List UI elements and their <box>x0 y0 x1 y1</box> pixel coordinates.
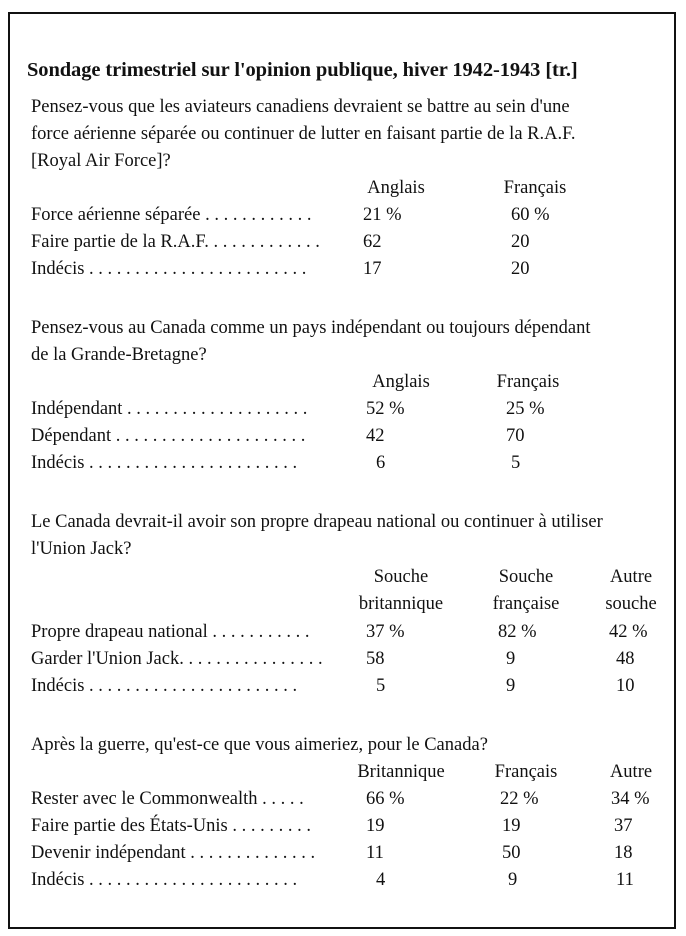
row-label: Dépendant . . . . . . . . . . . . . . . . . . . . . <box>31 426 306 446</box>
row-label: Garder l'Union Jack. . . . . . . . . . . . . . . . <box>31 649 323 669</box>
row-label: Devenir indépendant . . . . . . . . . . . . . . <box>31 843 316 863</box>
cell-value: 19 <box>366 816 385 836</box>
question-line: Après la guerre, qu'est-ce que vous aimeriez, pour le Canada? <box>31 735 488 755</box>
row-label: Indécis . . . . . . . . . . . . . . . . . . . . . . . <box>31 453 298 473</box>
cell-value: 42 % <box>609 622 648 642</box>
row-label: Indépendant . . . . . . . . . . . . . . . . . . . . <box>31 399 308 419</box>
cell-value: 48 <box>616 649 635 669</box>
cell-value: 20 <box>511 259 530 279</box>
column-header-line: souche <box>605 594 657 614</box>
document-title: Sondage trimestriel sur l'opinion publique, hiver 1942-1943 [tr.] <box>27 59 578 81</box>
cell-value: 4 <box>376 870 386 890</box>
cell-value: 42 <box>366 426 385 446</box>
cell-value: 5 <box>376 676 386 696</box>
column-header <box>591 564 671 618</box>
cell-value: 37 <box>614 816 633 836</box>
column-header: Français <box>503 178 567 198</box>
cell-value: 22 % <box>500 789 539 809</box>
row-label: Faire partie des États-Unis . . . . . . . . . <box>31 816 312 836</box>
cell-value: 66 % <box>366 789 405 809</box>
column-header: Français <box>494 762 558 782</box>
row-label: Indécis . . . . . . . . . . . . . . . . . . . . . . . . <box>31 259 307 279</box>
column-header <box>336 564 466 618</box>
question-line: [Royal Air Force]? <box>31 151 171 171</box>
cell-value: 20 <box>511 232 530 252</box>
row-label: Rester avec le Commonwealth . . . . . <box>31 789 304 809</box>
column-header-line: Souche <box>373 567 429 587</box>
question-line: Pensez-vous au Canada comme un pays indépendant ou toujours dépendant <box>31 318 591 338</box>
cell-value: 19 <box>502 816 521 836</box>
cell-value: 52 % <box>366 399 405 419</box>
column-header <box>471 564 581 618</box>
cell-value: 9 <box>506 649 516 669</box>
row-label: Indécis . . . . . . . . . . . . . . . . . . . . . . . <box>31 676 298 696</box>
cell-value: 11 <box>616 870 634 890</box>
cell-value: 11 <box>366 843 384 863</box>
cell-value: 17 <box>363 259 382 279</box>
column-header: Autre <box>609 762 653 782</box>
cell-value: 10 <box>616 676 635 696</box>
question-line: force aérienne séparée ou continuer de lutter en faisant partie de la R.A.F. <box>31 124 576 144</box>
cell-value: 82 % <box>498 622 537 642</box>
cell-value: 34 % <box>611 789 650 809</box>
row-label: Propre drapeau national . . . . . . . . . . . <box>31 622 310 642</box>
column-header: Français <box>496 372 560 392</box>
cell-value: 5 <box>511 453 521 473</box>
column-header: Britannique <box>357 762 445 782</box>
cell-value: 62 <box>363 232 382 252</box>
cell-value: 9 <box>508 870 518 890</box>
row-label: Force aérienne séparée . . . . . . . . . . . . <box>31 205 312 225</box>
column-header-line: Autre <box>609 567 653 587</box>
cell-value: 25 % <box>506 399 545 419</box>
row-label: Faire partie de la R.A.F. . . . . . . . . . . . . <box>31 232 320 252</box>
cell-value: 58 <box>366 649 385 669</box>
cell-value: 21 % <box>363 205 402 225</box>
row-label: Indécis . . . . . . . . . . . . . . . . . . . . . . . <box>31 870 298 890</box>
column-header-line: britannique <box>358 594 444 614</box>
question-line: l'Union Jack? <box>31 539 132 559</box>
cell-value: 60 % <box>511 205 550 225</box>
question-line: de la Grande-Bretagne? <box>31 345 207 365</box>
column-header: Anglais <box>367 178 425 198</box>
column-header-line: Souche <box>498 567 554 587</box>
cell-value: 37 % <box>366 622 405 642</box>
column-header-line: française <box>492 594 560 614</box>
cell-value: 9 <box>506 676 516 696</box>
question-line: Pensez-vous que les aviateurs canadiens devraient se battre au sein d'une <box>31 97 570 117</box>
column-header: Anglais <box>372 372 430 392</box>
cell-value: 50 <box>502 843 521 863</box>
cell-value: 18 <box>614 843 633 863</box>
question-line: Le Canada devrait-il avoir son propre drapeau national ou continuer à utiliser <box>31 512 603 532</box>
document-frame <box>8 12 676 929</box>
cell-value: 6 <box>376 453 386 473</box>
cell-value: 70 <box>506 426 525 446</box>
